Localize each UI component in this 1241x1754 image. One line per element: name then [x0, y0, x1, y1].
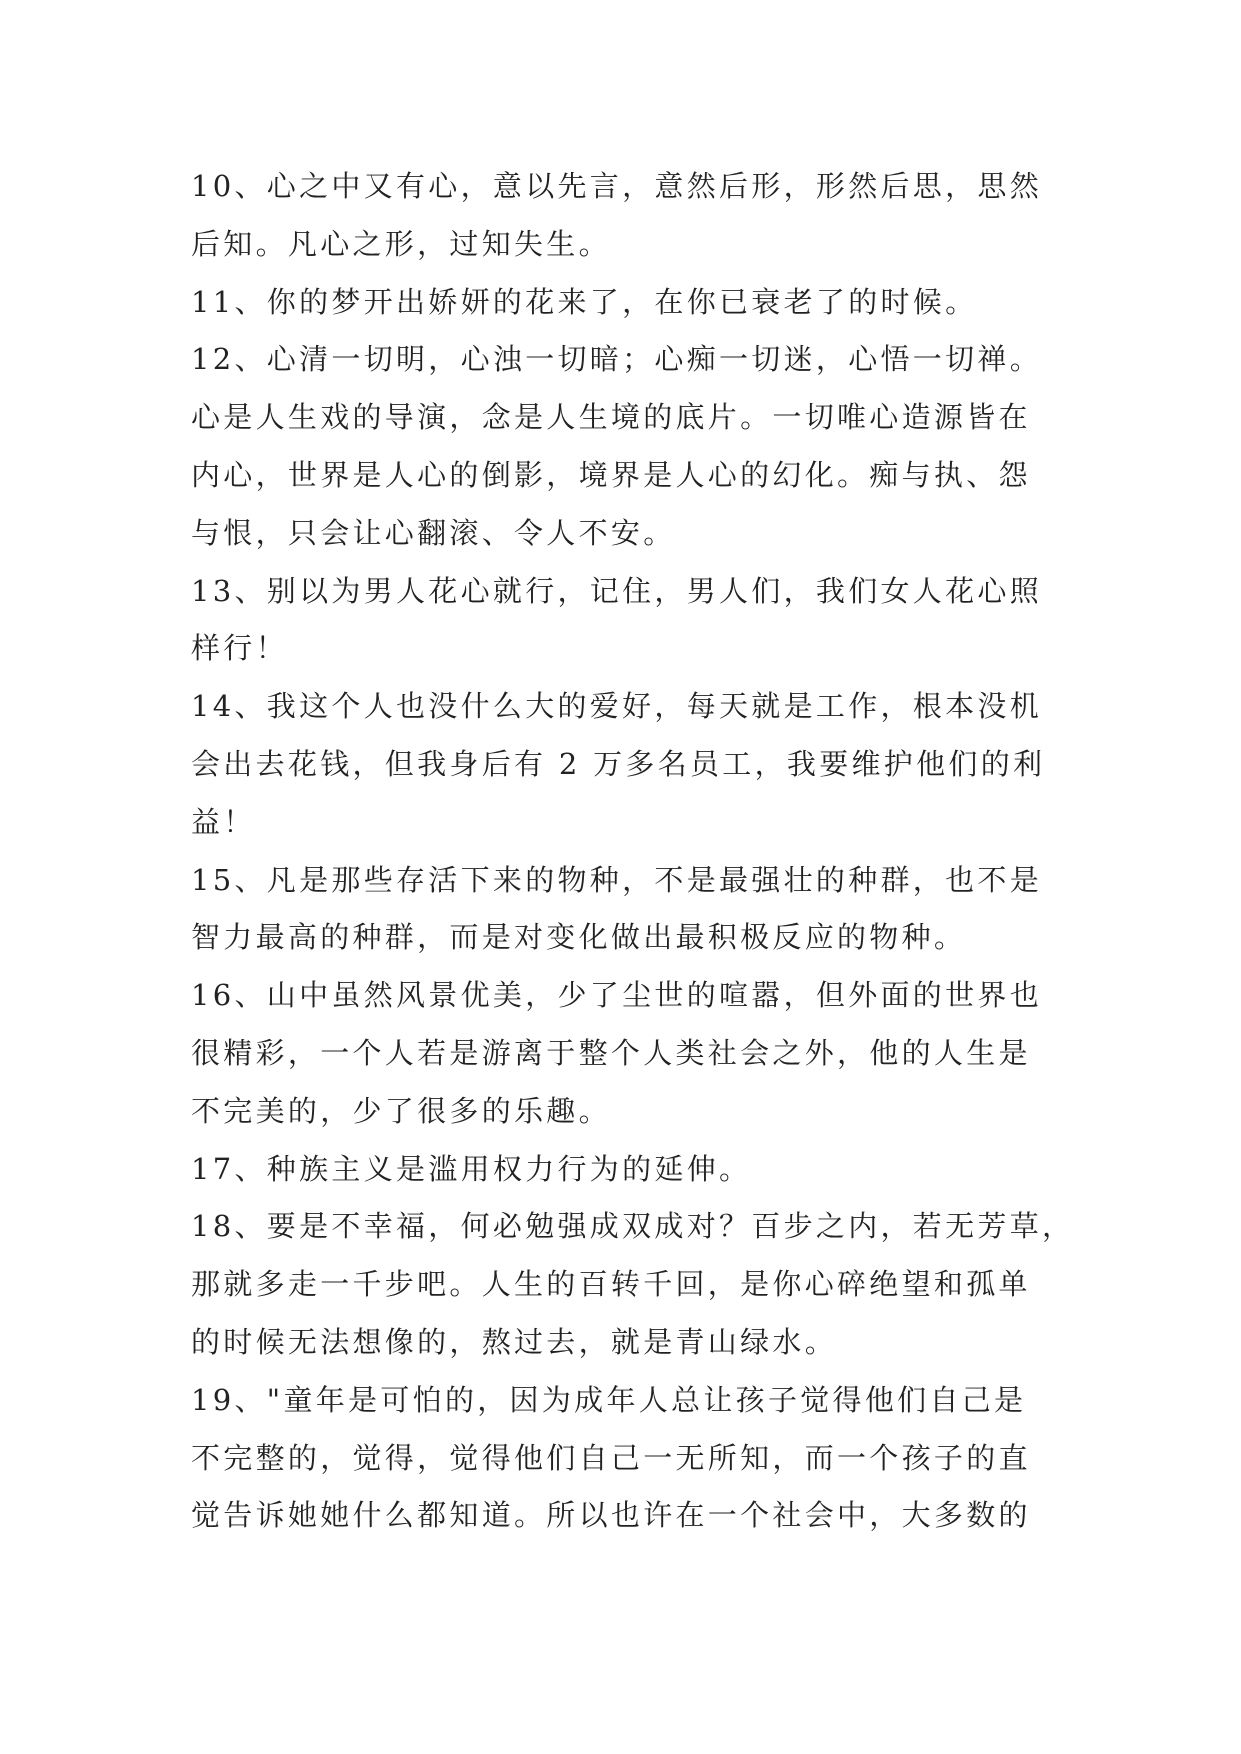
text-line: 19、"童年是可怕的，因为成年人总让孩子觉得他们自己是	[191, 1382, 1027, 1417]
text-line: 14、我这个人也没什么大的爱好，每天就是工作，根本没机	[191, 689, 1043, 724]
text-line: 15、凡是那些存活下来的物种，不是最强壮的种群，也不是	[191, 862, 1043, 897]
text-line: 18、要是不幸福，何必勉强成双成对？百步之内，若无芳草，	[191, 1209, 1075, 1244]
text-line: 10、心之中又有心，意以先言，意然后形，形然后思，思然	[191, 169, 1043, 203]
text-line: 17、种族主义是滥用权力行为的延伸。	[191, 1151, 752, 1186]
document-body	[191, 158, 1091, 1545]
text-line: 很精彩，一个人若是游离于整个人类社会之外，他的人生是	[191, 1035, 1031, 1070]
text-line: 那就多走一千步吧。人生的百转千回，是你心碎绝望和孤单	[191, 1267, 1031, 1302]
text-line: 11、你的梦开出娇妍的花来了，在你已衰老了的时候。	[191, 284, 978, 319]
text-line: 样行！	[191, 631, 288, 666]
text-line: 12、心清一切明，心浊一切暗；心痴一切迷，心悟一切禅。	[191, 342, 1043, 377]
text-line: 16、山中虽然风景优美，少了尘世的喧嚣，但外面的世界也	[191, 978, 1043, 1013]
text-line: 不完美的，少了很多的乐趣。	[191, 1093, 611, 1128]
text-line: 不完整的，觉得，觉得他们自己一无所知，而一个孩子的直	[191, 1440, 1031, 1475]
text-line: 觉告诉她她什么都知道。所以也许在一个社会中，大多数的	[191, 1498, 1031, 1533]
text-line: 的时候无法想像的，熬过去，就是青山绿水。	[191, 1324, 838, 1359]
text-line: 13、别以为男人花心就行，记住，男人们，我们女人花心照	[191, 573, 1043, 608]
text-line: 后知。凡心之形，过知失生。	[191, 226, 611, 261]
text-line: 益！	[191, 804, 256, 839]
text-line: 心是人生戏的导演，念是人生境的底片。一切唯心造源皆在	[191, 400, 1031, 435]
text-line: 智力最高的种群，而是对变化做出最积极反应的物种。	[191, 920, 967, 955]
text-line: 内心，世界是人心的倒影，境界是人心的幻化。痴与执、怨	[191, 457, 1031, 492]
text-line: 会出去花钱，但我身后有 2 万多名员工，我要维护他们的利	[191, 746, 1046, 781]
text-line: 与恨，只会让心翻滚、令人不安。	[191, 515, 676, 550]
